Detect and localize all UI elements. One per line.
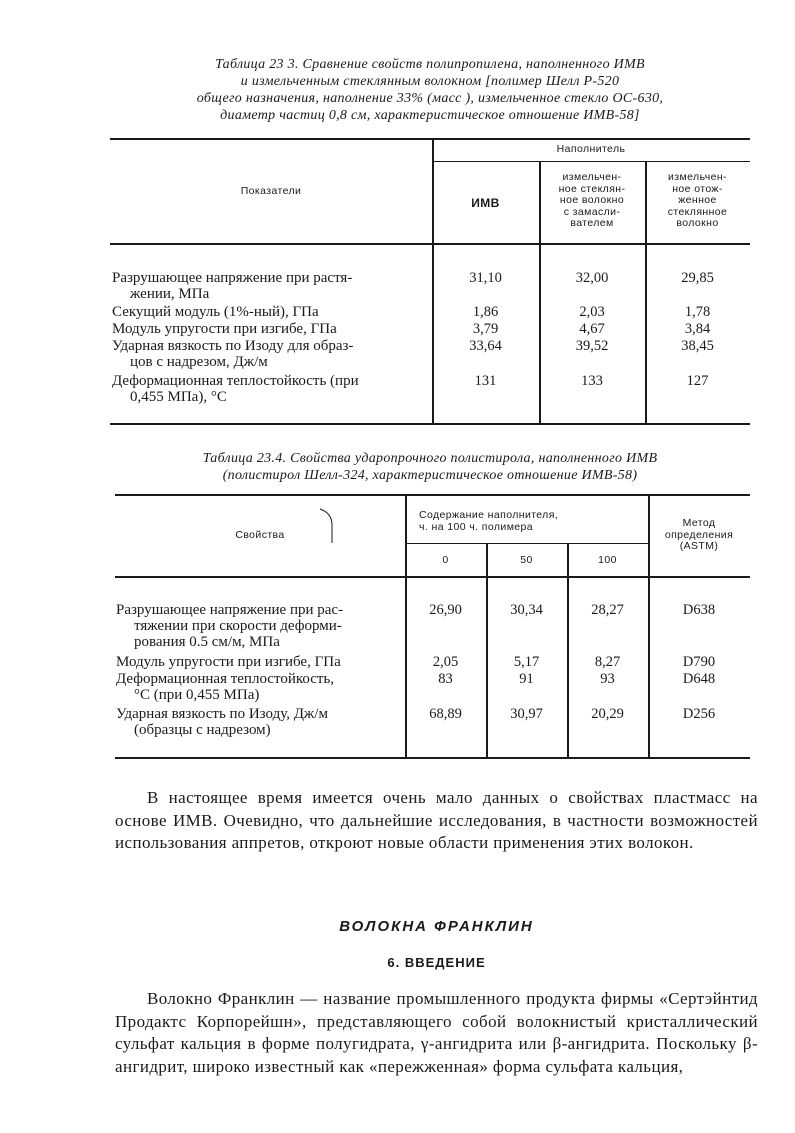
table2-bottom-rule	[115, 757, 750, 759]
table2-header-content	[405, 510, 648, 533]
table1-caption-line: и измельченным стеклянным волокном [полимер Шелл Р-520	[240, 74, 620, 89]
header-line: с замасли-	[563, 205, 621, 218]
header-line: ное волокно	[559, 194, 625, 206]
table1-cell: 127	[686, 373, 709, 389]
table2-caption-line: (полистирол Шелл-324, характеристическое отношение ИМВ-58)	[222, 468, 638, 483]
table1-cell: 29,85	[681, 270, 714, 286]
table1-caption-line: общего назначения, наполнение 33% (масс ), измельченное стекло ОС-630,	[196, 91, 664, 106]
table2-cell: D790	[682, 654, 716, 670]
table2-cell: 8,27	[594, 654, 621, 670]
header-line: ное стеклян-	[558, 182, 626, 195]
table1-cell: 33,64	[469, 338, 502, 354]
label-line: жении, МПа	[130, 286, 210, 302]
table2-cell: D648	[682, 671, 716, 687]
table2-sub-50: 50	[520, 554, 533, 566]
table1-cell: 1,78	[684, 304, 711, 320]
table1-cell: 3,79	[472, 321, 499, 337]
table2-sub-100: 100	[598, 554, 617, 566]
table1-cell: 4,67	[579, 321, 605, 337]
table1-cell: 133	[581, 373, 603, 389]
header-line: женное	[678, 194, 717, 206]
table1-header-filler: Наполнитель	[556, 143, 626, 155]
label-line: 0,455 МПа), °С	[130, 389, 227, 405]
label-line: Ударная вязкость по Изоду для образ-	[112, 338, 354, 354]
paragraph-data-scarcity: В настоящее время имеется очень мало данных о свойствах пластмасс на основе ИМВ. Очевидно, что дальнейшие исследования, в частности возможностей использования аппретов, откроют новые области применения этих волокон.	[115, 788, 758, 852]
table2-cell: 20,29	[591, 706, 624, 722]
paragraph-franklin-intro: Волокно Франклин — название промышленного продукта фирмы «Сертэйнтид Продактс Корпорейшн», представляющего собой волокнистый кристаллический сульфат кальция в форме полугидрата, γ-ангидрита или β-ангидрита. Поскольку β-ангидрит, широко известный как «пережженная» форма сульфата кальция,	[115, 989, 758, 1076]
table2-header-method	[648, 518, 750, 553]
table2-header-rule	[115, 576, 750, 578]
label-line: Деформационная теплостойкость (при	[112, 373, 359, 389]
table2-vline	[486, 544, 488, 757]
subsection-title: 6. ВВЕДЕНИЕ	[387, 955, 486, 970]
table1-cell: 32,00	[575, 270, 609, 286]
table1-header-glass-fired	[645, 172, 750, 230]
table1-caption	[100, 56, 760, 124]
table2-cell: D638	[682, 602, 716, 618]
table1-row-label	[112, 321, 427, 337]
label-line: Разрушающее напряжение при рас-	[116, 602, 344, 618]
header-line: определения	[664, 528, 734, 541]
header-line: стеклянное	[667, 205, 728, 218]
label-line: Модуль упругости при изгибе, ГПа	[116, 654, 341, 670]
table2-vline	[567, 544, 569, 757]
table2-cell: 93	[600, 671, 615, 687]
label-line: Модуль упругости при изгибе, ГПа	[112, 321, 337, 337]
table1-header-glass-coupling	[539, 172, 645, 230]
table2-cell: 83	[438, 671, 453, 687]
table1-row-label	[112, 270, 427, 302]
table1-bottom-rule	[110, 423, 750, 425]
table2-cell: 68,89	[429, 706, 462, 722]
label-line: Секущий модуль (1%-ный), ГПа	[112, 304, 319, 320]
table1-cell: 2,03	[579, 304, 605, 320]
table2-cell: 28,27	[591, 602, 624, 618]
table2-caption	[100, 450, 760, 484]
table2-cell: 26,90	[429, 602, 462, 618]
header-line: Метод	[682, 517, 716, 529]
table2-sub-0: 0	[442, 554, 449, 566]
header-line: вателем	[570, 217, 614, 229]
table1-cell: 38,45	[681, 338, 714, 354]
header-line: ное отож-	[672, 182, 723, 195]
table1-caption-line: Таблица 23 3. Сравнение свойств полипропилена, наполненного ИМВ	[215, 57, 645, 72]
table2-cell: 2,05	[432, 654, 459, 670]
table1-header-rule	[110, 243, 750, 245]
table2-cell: 5,17	[513, 654, 540, 670]
table1-header-params: Показатели	[240, 185, 302, 197]
table2-row-label	[116, 654, 401, 670]
label-line: цов с надрезом, Дж/м	[130, 354, 268, 370]
table2-row-label	[116, 602, 401, 650]
table1-top-rule	[110, 138, 750, 140]
section-title: ВОЛОКНА ФРАНКЛИН	[339, 918, 534, 935]
header-line: (ASTM)	[679, 540, 719, 552]
table1-header-imv: ИМВ	[471, 196, 500, 210]
table2-cell: 30,97	[510, 706, 543, 722]
label-line: (образцы с надрезом)	[134, 722, 271, 738]
table2-header-props: Свойства	[235, 529, 285, 541]
table1-row-label	[112, 373, 427, 405]
table1-caption-line: диаметр частиц 0,8 см, характеристическое отношение ИМВ-58]	[220, 108, 640, 123]
table2-caption-line: Таблица 23.4. Свойства ударопрочного полистирола, наполненного ИМВ	[202, 451, 658, 466]
table1-cell: 39,52	[575, 338, 609, 354]
header-line: Содержание наполнителя,	[419, 509, 559, 521]
header-line: измельчен-	[668, 171, 727, 183]
table2-cell: D256	[682, 706, 716, 722]
table1-row-label	[112, 338, 427, 370]
table1-cell: 131	[474, 373, 497, 389]
table2-top-rule	[115, 494, 750, 496]
label-line: °С (при 0,455 МПа)	[134, 687, 260, 703]
label-line: Деформационная теплостойкость,	[116, 671, 335, 687]
table2-cell: 30,34	[510, 602, 543, 618]
label-line: рования 0.5 см/м, МПа	[134, 634, 280, 650]
table2-row-label	[116, 706, 401, 738]
label-line: Ударная вязкость по Изоду, Дж/м	[116, 706, 328, 722]
label-line: тяжении при скорости деформи-	[134, 618, 342, 634]
table1-group-rule	[432, 161, 750, 162]
header-line: измельчен-	[562, 171, 622, 183]
label-line: Разрушающее напряжение при растя-	[112, 270, 353, 286]
table2-group-rule	[405, 543, 648, 544]
table2-row-label	[116, 671, 401, 703]
table1-cell: 3,84	[684, 321, 711, 337]
table1-cell: 1,86	[472, 304, 499, 320]
table2-cell: 91	[519, 671, 534, 687]
table1-row-label	[112, 304, 427, 320]
table1-cell: 31,10	[469, 270, 502, 286]
header-line: ч. на 100 ч. полимера	[419, 520, 534, 533]
header-line: волокно	[676, 217, 719, 229]
